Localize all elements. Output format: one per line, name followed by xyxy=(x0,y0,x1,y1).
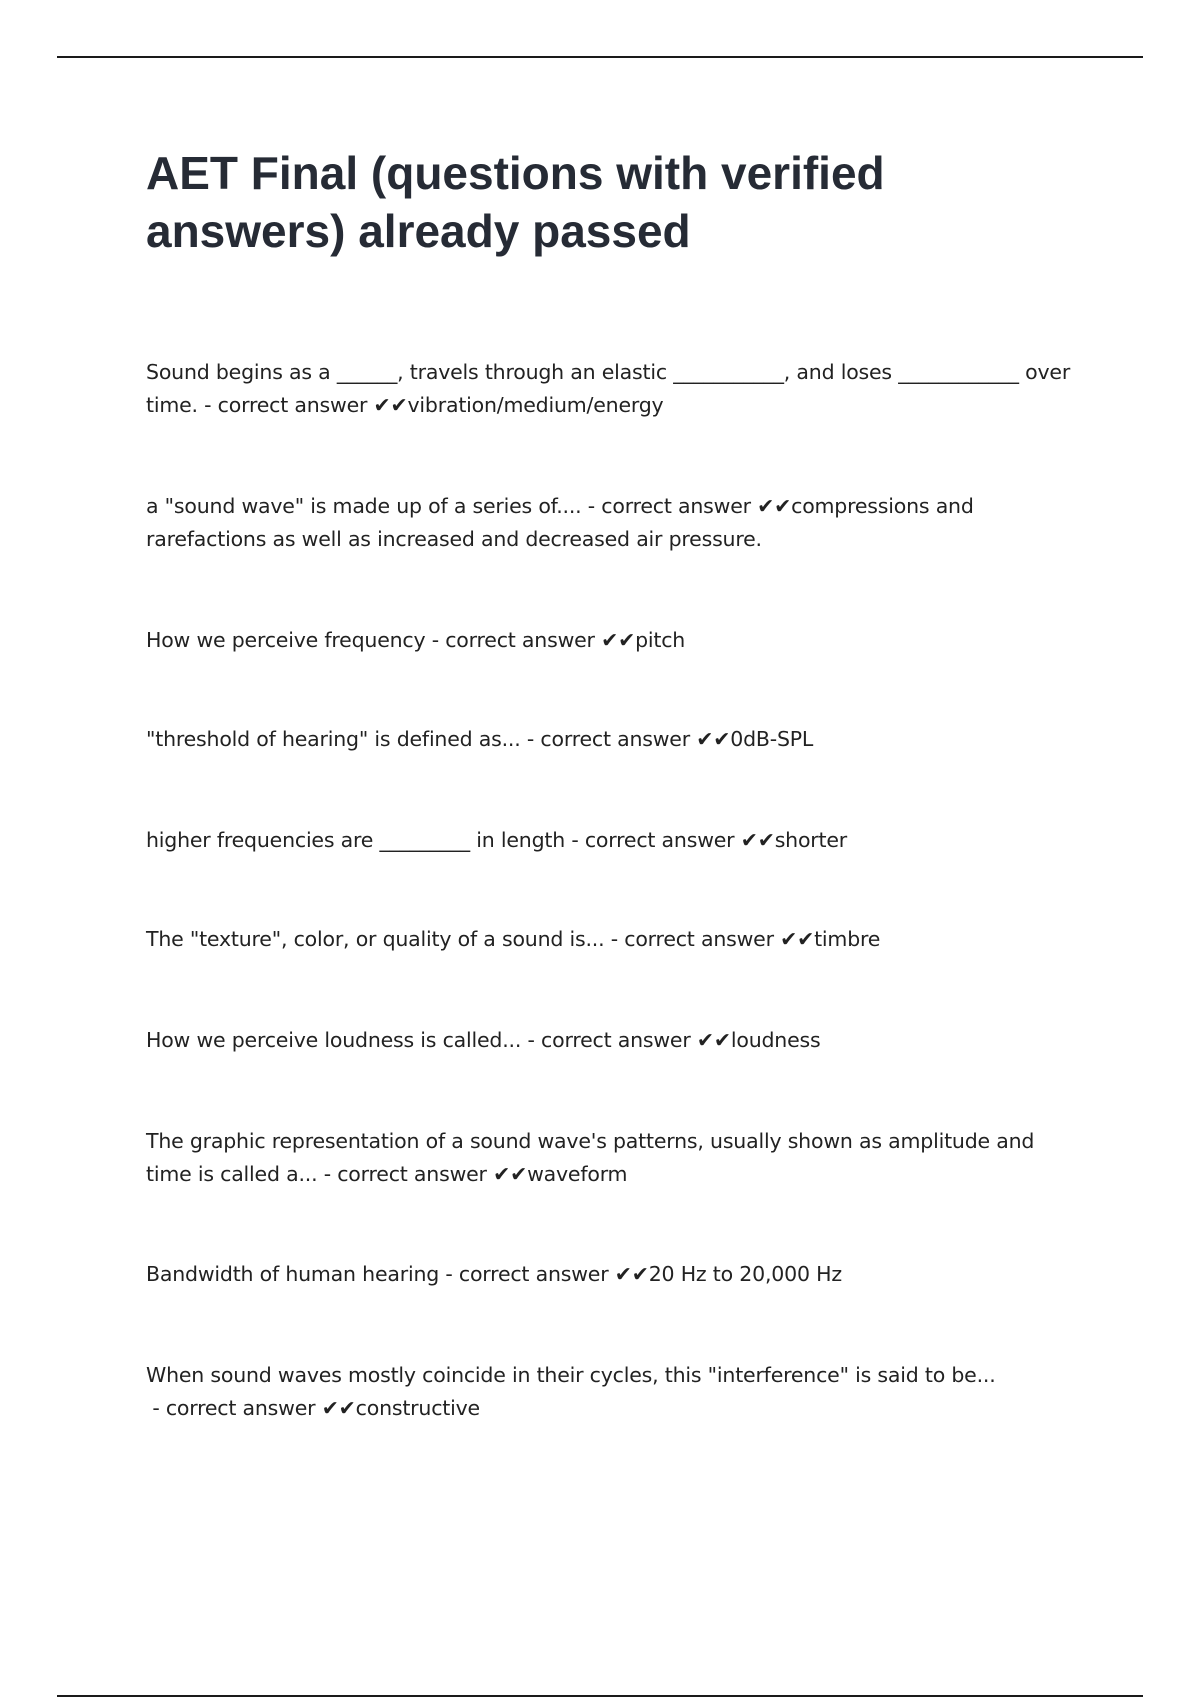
check-marks-icon: ✔✔ xyxy=(614,1262,649,1286)
answer-text: constructive xyxy=(355,1396,480,1420)
answer-text: vibration/medium/energy xyxy=(407,393,664,417)
question-text: How we perceive loudness is called... xyxy=(146,1028,522,1052)
answer-text: compressions and rarefactions as well as increased and decreased air pressure. xyxy=(146,494,974,551)
check-marks-icon: ✔✔ xyxy=(780,927,815,951)
question-text: The graphic representation of a sound wave's patterns, usually shown as amplitude and time is called a... xyxy=(146,1129,1035,1186)
check-marks-icon: ✔✔ xyxy=(493,1162,528,1186)
qa-item-3 xyxy=(146,624,1081,657)
answer-separator: - correct answer xyxy=(565,828,741,852)
answer-text: 20 Hz to 20,000 Hz xyxy=(648,1262,842,1286)
answer-text: loudness xyxy=(730,1028,821,1052)
qa-item-6 xyxy=(146,923,1081,956)
answer-separator: - correct answer xyxy=(146,1396,322,1420)
question-text: How we perceive frequency xyxy=(146,628,426,652)
answer-separator: - correct answer xyxy=(604,927,781,951)
answer-text: waveform xyxy=(527,1162,628,1186)
answer-text: timbre xyxy=(814,927,881,951)
answer-separator: - correct answer xyxy=(425,628,602,652)
qa-item-1 xyxy=(146,356,1081,422)
qa-item-9 xyxy=(146,1258,1081,1291)
qa-item-8 xyxy=(146,1125,1081,1191)
check-marks-icon: ✔✔ xyxy=(321,1396,356,1420)
question-text: "threshold of hearing" is defined as... xyxy=(146,727,521,751)
qa-item-7 xyxy=(146,1024,1081,1057)
question-text: Bandwidth of human hearing xyxy=(146,1262,440,1286)
answer-separator: - correct answer xyxy=(581,494,758,518)
document-title: AET Final (questions with verified answers) already passed xyxy=(146,147,885,257)
qa-item-5 xyxy=(146,824,1081,857)
top-rule xyxy=(57,56,1143,58)
question-text: The "texture", color, or quality of a sound is... xyxy=(146,927,605,951)
qa-item-4 xyxy=(146,723,1081,756)
answer-separator: - correct answer xyxy=(197,393,374,417)
question-text: Sound begins as a ______, travels through an elastic ___________, and loses ____________ over time. xyxy=(146,360,1071,417)
answer-text: shorter xyxy=(774,828,848,852)
check-marks-icon: ✔✔ xyxy=(373,393,408,417)
check-marks-icon: ✔✔ xyxy=(601,628,636,652)
check-marks-icon: ✔✔ xyxy=(740,828,775,852)
answer-text: 0dB-SPL xyxy=(730,727,814,751)
bottom-rule xyxy=(57,1695,1143,1697)
question-text: a "sound wave" is made up of a series of.... xyxy=(146,494,582,518)
check-marks-icon: ✔✔ xyxy=(696,727,731,751)
answer-separator: - correct answer xyxy=(521,1028,697,1052)
check-marks-icon: ✔✔ xyxy=(696,1028,731,1052)
answer-separator: - correct answer xyxy=(439,1262,615,1286)
question-text: higher frequencies are _________ in length xyxy=(146,828,566,852)
question-text: When sound waves mostly coincide in their cycles, this "interference" is said to be... xyxy=(146,1363,996,1387)
answer-text: pitch xyxy=(635,628,686,652)
answer-separator: - correct answer xyxy=(520,727,697,751)
answer-separator: - correct answer xyxy=(317,1162,494,1186)
qa-item-10 xyxy=(146,1359,1081,1425)
qa-item-2 xyxy=(146,490,1081,556)
check-marks-icon: ✔✔ xyxy=(757,494,792,518)
